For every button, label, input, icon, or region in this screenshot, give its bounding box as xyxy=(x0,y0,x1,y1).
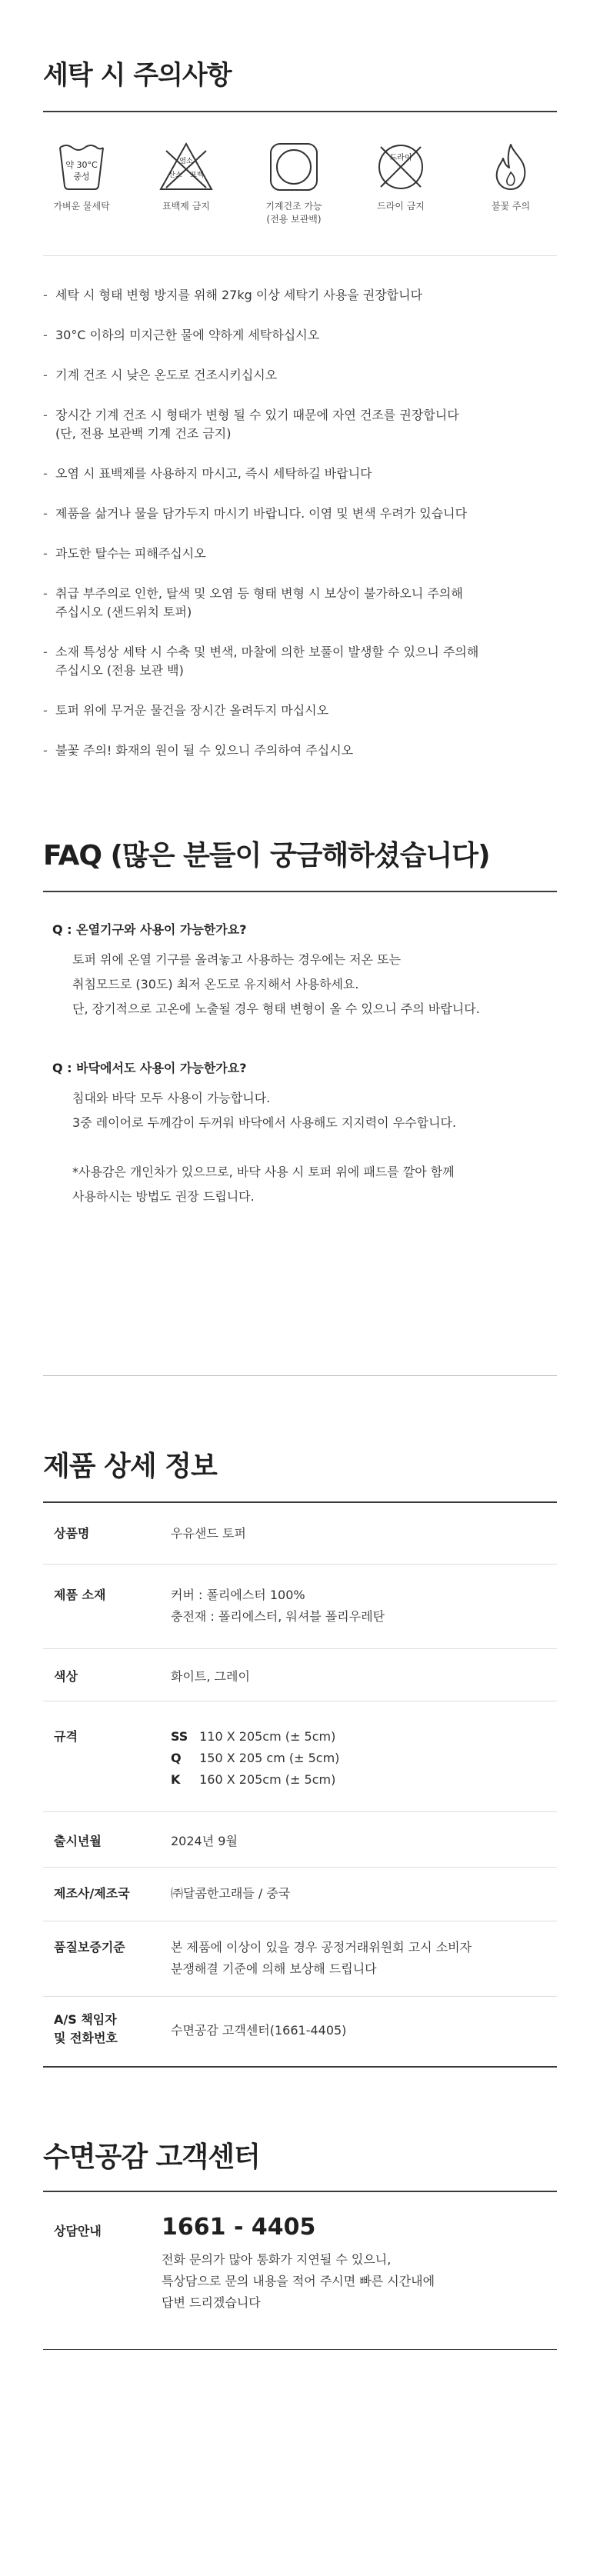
faq-answer: 침대와 바닥 모두 사용이 가능합니다. 3중 레이어로 두께감이 두꺼워 바닥에서 사용해도 지지력이 우수합니다. *사용감은 개인차가 있으므로, 바닥 사용 시 토퍼 위에 패드를 깔아 함께 사용하시는 방법도 권장 드립니다. xyxy=(72,1091,457,1204)
spec-value: 화이트, 그레이 xyxy=(171,1669,250,1684)
spec-title: 제품 상세 정보 xyxy=(43,1451,217,1482)
spec-row-maker xyxy=(43,1868,557,1921)
faq-question: Q : 바닥에서도 사용이 가능한가요? xyxy=(52,1061,247,1075)
no-dryclean-icon xyxy=(375,142,427,192)
faq-answer: 토퍼 위에 온열 기구를 올려놓고 사용하는 경우에는 저온 또는 취침모드로 (30도) 최저 온도로 유지해서 사용하세요. 단, 장기적으로 고온에 노출될 경우 형태 변형이 올 수 있으니 주의 바랍니다. xyxy=(72,952,480,1016)
spec-row-warranty xyxy=(43,1921,557,1997)
cs-label: 상담안내 xyxy=(54,2224,102,2238)
svg-text:약 30°C: 약 30°C xyxy=(65,160,98,170)
faq-item xyxy=(52,921,545,1021)
care-instruction-item: - 세탁 시 형태 변형 방지를 위해 27kg 이상 세탁기 사용을 권장합니다 xyxy=(43,286,557,305)
care-icon-label: 불꽃 주의 xyxy=(491,201,531,212)
cs-phone-number[interactable]: 1661 - 4405 xyxy=(162,2214,316,2241)
care-instruction-item: - 오염 시 표백제를 사용하지 마시고, 즉시 세탁하길 바랍니다 xyxy=(43,465,557,483)
spec-label: 출시년월 xyxy=(54,1834,102,1848)
spec-row-release xyxy=(43,1812,557,1868)
svg-text:표백: 표백 xyxy=(190,172,204,179)
care-instructions-list xyxy=(43,286,557,760)
faq-title: FAQ (많은 분들이 궁금해하셨습니다) xyxy=(43,840,490,871)
spec-value: 우유샌드 토퍼 xyxy=(171,1526,246,1541)
care-instruction-item: - 토퍼 위에 무거운 물건을 장시간 올려두지 마십시오 xyxy=(43,701,557,720)
care-instruction-item: - 제품을 삶거나 물을 담가두지 마시기 바랍니다. 이염 및 변색 우려가 있습니다 xyxy=(43,505,557,523)
care-instruction-item: - 취급 부주의로 인한, 탈색 및 오염 등 형태 변형 시 보상이 불가하오니 주의해 주십시오 (샌드위치 토퍼) xyxy=(43,585,557,622)
spec-row-name xyxy=(43,1503,557,1565)
care-title: 세탁 시 주의사항 xyxy=(43,60,232,91)
svg-text:드라이: 드라이 xyxy=(389,154,412,162)
spec-label: 제품 소재 xyxy=(54,1588,106,1602)
svg-text:산소: 산소 xyxy=(168,172,182,179)
faq-item xyxy=(52,1060,545,1209)
size-row: SS 110 X 205cm (± 5cm) xyxy=(171,1729,336,1744)
spec-value: 2024년 9월 xyxy=(171,1834,238,1848)
spec-row-color xyxy=(43,1649,557,1701)
care-icon-dryclean xyxy=(355,142,447,213)
section-divider xyxy=(43,1375,557,1376)
spec-value: 커버 : 폴리에스터 100% 충전재 : 폴리에스터, 워셔블 폴리우레탄 xyxy=(171,1588,385,1624)
care-instruction-item: - 기계 건조 시 낮은 온도로 건조시키십시오 xyxy=(43,366,557,385)
size-row: Q 150 X 205 cm (± 5cm) xyxy=(171,1751,340,1765)
care-icon-flame xyxy=(465,142,557,213)
spec-row-material xyxy=(43,1565,557,1649)
faq-question: Q : 온열기구와 사용이 가능한가요? xyxy=(52,922,247,937)
care-instruction-item: - 과도한 탈수는 피해주십시오 xyxy=(43,545,557,563)
cs-bottom-divider xyxy=(43,2349,557,2350)
size-row: K 160 X 205cm (± 5cm) xyxy=(171,1772,336,1787)
cs-note: 전화 문의가 많아 통화가 지연될 수 있으니, 특상담으로 문의 내용을 적어 주시면 빠른 시간내에 답변 드리겠습니다 xyxy=(162,2252,435,2310)
care-icon-label: 표백제 금지 xyxy=(162,201,210,212)
care-icon-dry xyxy=(248,142,340,226)
care-icon-label: 기계건조 가능 (전용 보관백) xyxy=(265,201,322,225)
spec-row-as xyxy=(43,1997,557,2068)
tumble-dry-icon xyxy=(268,142,319,192)
spec-value: 본 제품에 이상이 있을 경우 공정거래위원회 고시 소비자 분쟁해결 기준에 의해 보상해 드립니다 xyxy=(171,1940,472,1976)
flame-icon xyxy=(488,142,534,192)
care-icon-bleach xyxy=(140,142,232,213)
care-instruction-item: - 장시간 기계 건조 시 형태가 변형 될 수 있기 때문에 자연 건조를 권장합니다 (단, 전용 보관백 기계 건조 금지) xyxy=(43,406,557,443)
cs-title: 수면공감 고객센터 xyxy=(43,2141,260,2173)
spec-label: 규격 xyxy=(54,1729,78,1744)
svg-text:염소: 염소 xyxy=(179,158,193,165)
cs-title-divider xyxy=(43,2191,557,2192)
care-instruction-item: - 소재 특성상 세탁 시 수축 및 변색, 마찰에 의한 보풀이 발생할 수 있으니 주의해 주십시오 (전용 보관 백) xyxy=(43,643,557,680)
spec-label: 제조사/제조국 xyxy=(54,1886,130,1901)
spec-value: 수면공감 고객센터(1661-4405) xyxy=(171,2023,347,2038)
care-icons-divider xyxy=(43,255,557,256)
spec-row-size xyxy=(43,1701,557,1812)
spec-size-list xyxy=(171,1726,339,1791)
spec-label: A/S 책임자 및 전화번호 xyxy=(54,2012,118,2045)
care-title-divider xyxy=(43,111,557,112)
care-icon-label: 가벼운 물세탁 xyxy=(53,201,110,212)
spec-label: 색상 xyxy=(54,1669,78,1684)
no-bleach-icon xyxy=(158,142,214,192)
care-icons xyxy=(43,142,557,255)
care-instruction-item: - 30°C 이하의 미지근한 물에 약하게 세탁하십시오 xyxy=(43,326,557,345)
spec-label: 품질보증기준 xyxy=(54,1940,125,1954)
faq-title-divider xyxy=(43,891,557,892)
care-instruction-item: - 불꽃 주의! 화재의 원이 될 수 있으니 주의하여 주십시오 xyxy=(43,741,557,760)
svg-text:중성: 중성 xyxy=(73,172,90,182)
care-icon-wash xyxy=(35,142,128,213)
care-icon-label: 드라이 금지 xyxy=(377,201,425,212)
spec-value: ㈜달콤한고래들 / 중국 xyxy=(171,1886,291,1901)
spec-label: 상품명 xyxy=(54,1526,90,1541)
wash-30-icon xyxy=(57,142,106,192)
